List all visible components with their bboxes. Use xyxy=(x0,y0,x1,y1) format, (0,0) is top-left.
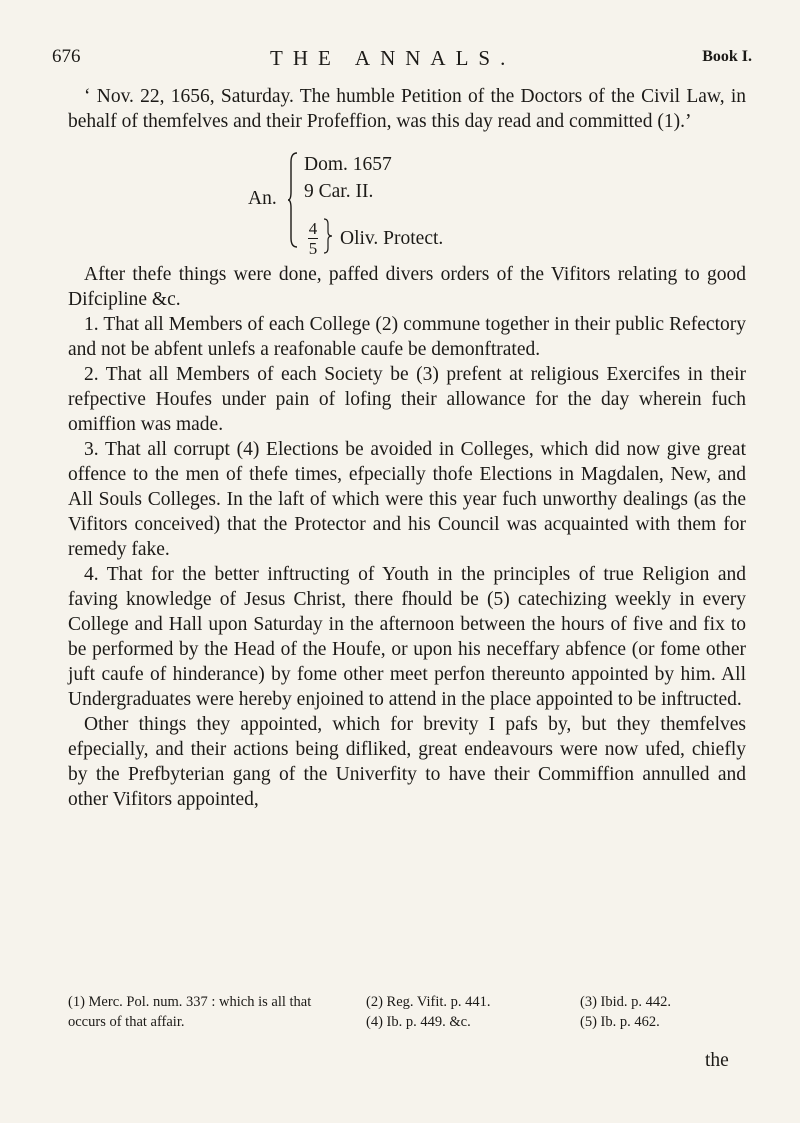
body-text xyxy=(68,84,746,812)
catchword: the xyxy=(705,1050,729,1071)
footnote-1-cont: occurs of that affair. xyxy=(68,1014,185,1030)
footnote-2: (2) Reg. Vifit. p. 441. xyxy=(366,994,491,1010)
left-brace-icon xyxy=(288,152,298,248)
page-number: 676 xyxy=(52,46,81,67)
year-annotation xyxy=(68,148,746,256)
paragraph-order-3: 3. That all corrupt (4) Elections be avoided in Colleges, which did now give great offence to the men of thefe times, efpecially thofe Elections in Magdalen, New, and All Souls Colleges. In the laft of which were this year fuch unworthy dealings (as the Vifitors conceived) that the Protector and his Council was acquainted with them for remedy fake. xyxy=(68,439,746,560)
annotation-line-car: 9 Car. II. xyxy=(304,181,374,202)
footnote-5: (5) Ib. p. 462. xyxy=(580,1014,660,1030)
paragraph-intro: After thefe things were done, paffed divers orders of the Vifitors relating to good Difcipline &c. xyxy=(68,264,746,310)
footnote-3: (3) Ibid. p. 442. xyxy=(580,994,672,1010)
paragraph-order-2: 2. That all Members of each Society be (3) prefent at religious Exercifes in their refpective Houfes under pain of lofing their allowance for the day wherein fuch omiffion was made. xyxy=(68,364,746,435)
running-title: THE ANNALS. xyxy=(270,46,516,70)
fraction-denominator: 5 xyxy=(308,239,318,258)
running-head xyxy=(52,40,752,80)
fraction xyxy=(306,220,320,257)
footnote-1: (1) Merc. Pol. num. 337 : which is all that xyxy=(68,994,312,1010)
fraction-numerator: 4 xyxy=(308,219,318,238)
annotation-line-oliv: Oliv. Protect. xyxy=(340,228,444,249)
paragraph-order-1: 1. That all Members of each College (2) commune together in their public Refectory and not be abfent unlefs a reafonable caufe be demonftrated. xyxy=(68,314,746,360)
annotation-label: An. xyxy=(248,188,277,209)
paragraph-order-4: 4. That for the better inftructing of Youth in the principles of true Religion and faving knowledge of Jesus Christ, there fhould be (5) catechizing weekly in every College and Hall upon Saturday in the afternoon between the hours of five and fix to be performed by the Head of the Houfe, or upon his neceffary abfence (or fome other juft caufe of hinderance) by fome other meet perfon thereunto appointed by him. All Undergraduates were hereby enjoined to attend in the place appointed to be inftructed. xyxy=(68,564,746,710)
footnote-4: (4) Ib. p. 449. &c. xyxy=(366,1014,471,1030)
annotation-line-dom: Dom. 1657 xyxy=(304,154,392,175)
book-label: Book I. xyxy=(702,48,752,65)
paragraph-petition: ‘ Nov. 22, 1656, Saturday. The humble Petition of the Doctors of the Civil Law, in behalf of themfelves and their Profeffion, was this day read and committed (1).’ xyxy=(68,86,746,132)
right-brace-icon xyxy=(324,218,332,254)
paragraph-other: Other things they appointed, which for brevity I pafs by, but they themfelves efpecially, and their actions being difliked, great endeavours were now ufed, chiefly by the Prefbyterian gang of the Univerfity to have their Commiffion annulled and other Vifitors appointed, xyxy=(68,714,746,810)
